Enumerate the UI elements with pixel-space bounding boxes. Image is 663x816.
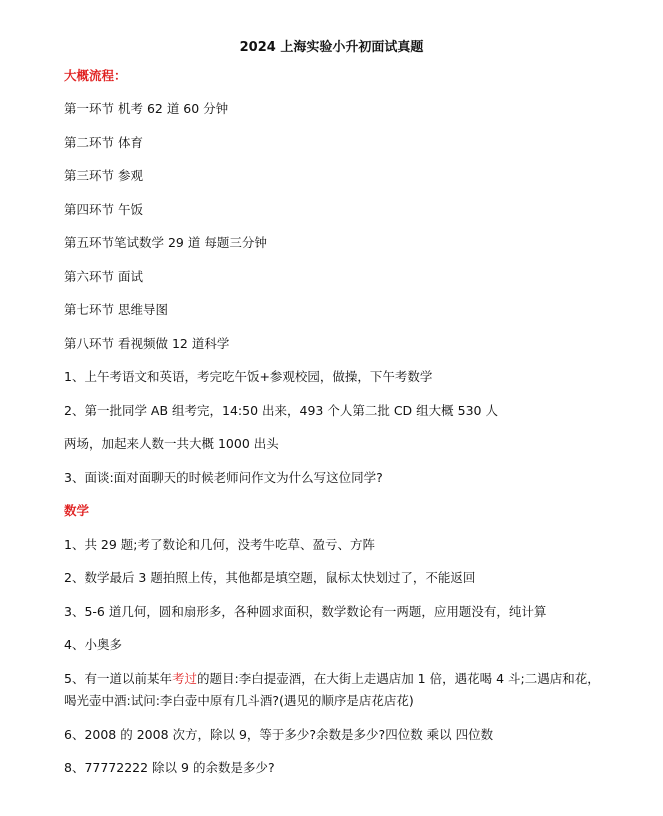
stage-5: 第五环节笔试数学 29 道 每题三分钟 <box>64 235 267 250</box>
note-1: 1、上午考语文和英语，考完吃午饭+参观校园，做操，下午考数学 <box>64 369 433 384</box>
math-heading: 数学 <box>64 503 90 518</box>
math-item-8: 8、77772222 除以 9 的余数是多少? <box>64 760 275 775</box>
math-item-5-highlight: 考过 <box>171 671 197 686</box>
stage-4: 第四环节 午饭 <box>64 202 143 217</box>
math-item-5 <box>64 670 623 688</box>
stage-3: 第三环节 参观 <box>64 168 143 183</box>
overview-heading: 大概流程： <box>64 68 127 83</box>
math-item-5-text-start: 5、有一道以前某年 <box>64 671 172 686</box>
math-item-5-continued: 喝光壶中酒:试问:李白壶中原有几斗酒?(遇见的顺序是店花店花) <box>64 693 414 708</box>
math-item-5-text-end: 的题目:李白提壶酒，在大街上走遇店加 1 倍，遇花喝 4 斗;二遇店和花， <box>196 671 600 686</box>
stage-6: 第六环节 面试 <box>64 269 143 284</box>
note-2-continued: 两场，加起来人数一共大概 1000 出头 <box>64 436 279 451</box>
math-item-1: 1、共 29 题;考了数论和几何，没考牛吃草、盈亏、方阵 <box>64 537 376 552</box>
page-title: 2024 上海实验小升初面试真题 <box>239 40 424 55</box>
stage-7: 第七环节 思维导图 <box>64 302 168 317</box>
math-item-6: 6、2008 的 2008 次方，除以 9，等于多少?余数是多少?四位数 乘以 四位数 <box>64 727 494 742</box>
math-item-3: 3、5-6 道几何，圆和扇形多，各种圆求面积，数学数论有一两题，应用题没有，纯计算 <box>64 604 547 619</box>
math-item-4: 4、小奥多 <box>64 637 122 652</box>
stage-1: 第一环节 机考 62 道 60 分钟 <box>64 101 229 116</box>
math-item-2: 2、数学最后 3 题拍照上传，其他都是填空题，鼠标太快划过了，不能返回 <box>64 570 476 585</box>
stage-2: 第二环节 体育 <box>64 135 143 150</box>
note-2: 2、第一批同学 AB 组考完，14:50 出来，493 个人第二批 CD 组大概 530 人 <box>64 403 498 418</box>
stage-8: 第八环节 看视频做 12 道科学 <box>64 336 230 351</box>
note-3: 3、面谈:面对面聊天的时候老师问作文为什么写这位同学? <box>64 470 383 485</box>
